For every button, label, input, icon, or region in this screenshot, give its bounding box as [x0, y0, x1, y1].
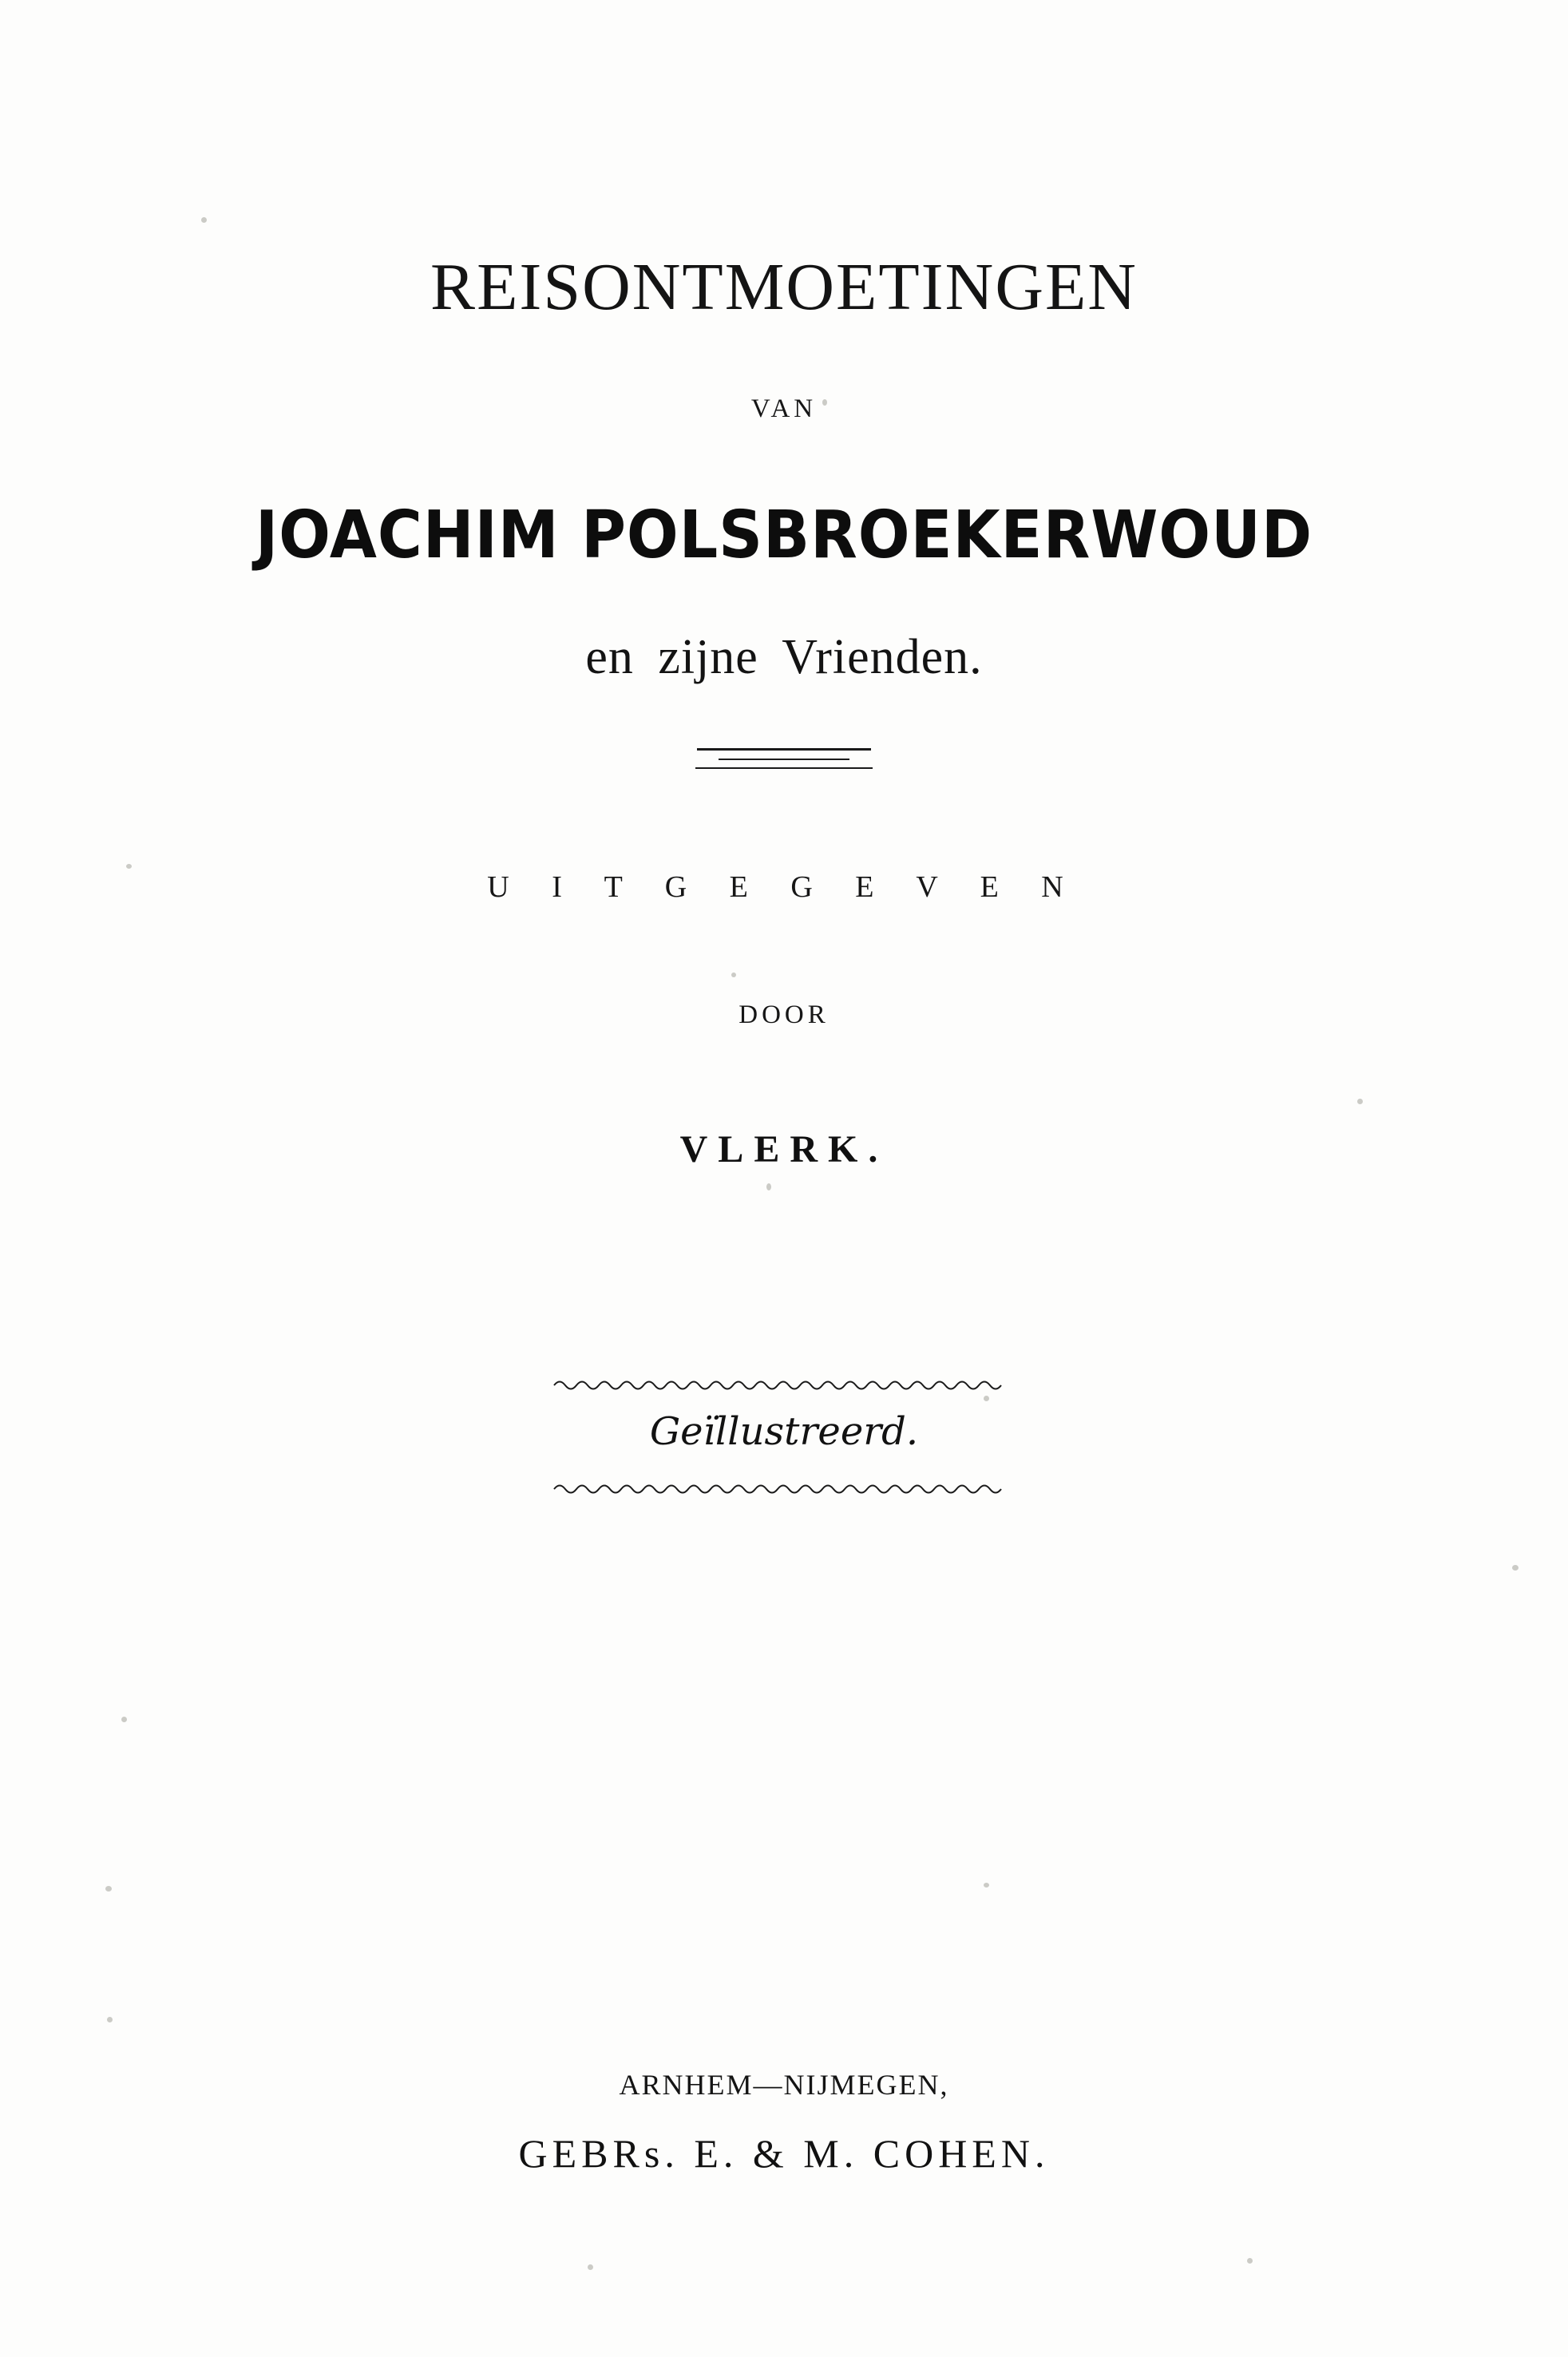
rule-line [695, 767, 873, 769]
scan-speck [105, 1886, 112, 1892]
published-label: U I T G E G E V E N [487, 870, 1081, 904]
scan-speck [984, 1883, 989, 1888]
ornament-rules [0, 748, 1568, 775]
subject-name: JOACHIM POLSBROEKERWOUD [255, 497, 1313, 573]
subject-subtitle: en zijne Vrienden. [585, 630, 983, 684]
by-label: DOOR [738, 1000, 830, 1029]
scan-speck [1247, 2258, 1253, 2264]
imprint-publisher: GEBRs. E. & M. COHEN. [518, 2131, 1050, 2176]
squiggle-rule-icon [552, 1376, 1016, 1393]
rule-line [697, 748, 871, 751]
scan-speck [121, 1717, 127, 1722]
illustrated-note: Geïllustreerd. [649, 1409, 919, 1454]
scan-speck [588, 2264, 593, 2270]
scan-speck [1512, 1565, 1519, 1571]
author-name: VLERK. [679, 1128, 889, 1171]
imprint [0, 2068, 1568, 2177]
rule-line [719, 759, 849, 760]
imprint-city: ARNHEM—NIJMEGEN, [619, 2069, 949, 2101]
page-title: REISONTMOETINGEN [430, 250, 1138, 324]
van-label: VAN [750, 394, 818, 423]
squiggle-rule-icon [552, 1480, 1016, 1497]
scan-speck [107, 2017, 113, 2022]
illustrated-block [0, 1376, 1568, 1511]
